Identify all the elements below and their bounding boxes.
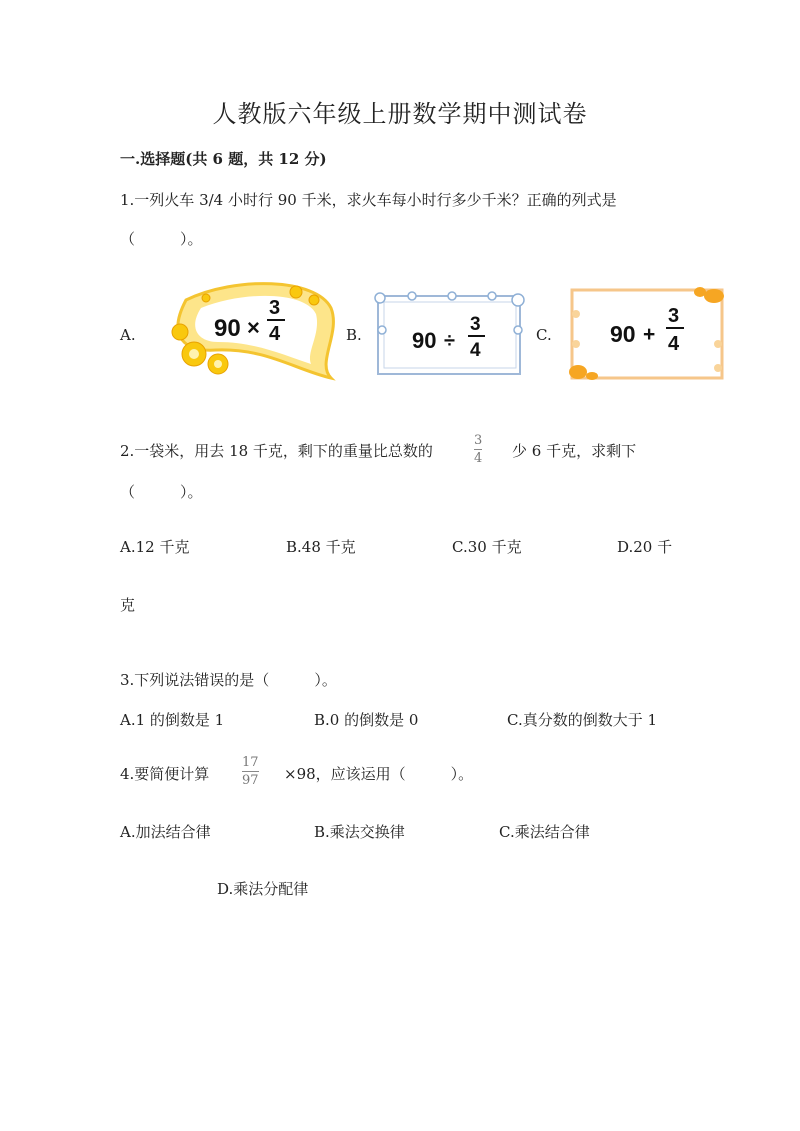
q1-b-op: ÷: [444, 330, 455, 352]
q1-a-fnum: 3: [269, 297, 281, 319]
q2-blank: （ ）。: [120, 483, 203, 501]
q2-option-d-wrap: 克: [120, 596, 136, 614]
q4-fraction: [242, 756, 259, 787]
section-heading: 一.选择题(共 6 题，共 12 分): [120, 150, 327, 168]
q1-c-num: 90: [610, 321, 636, 347]
q1-blank: （ ）。: [120, 230, 203, 248]
q1-stem: 1.一列火车 3/4 小时行 90 千米，求火车每小时行多少千米？正确的列式是: [120, 191, 617, 209]
q1-option-b-card[interactable]: [372, 290, 528, 382]
q2-option-b[interactable]: B.48 千克: [286, 538, 356, 556]
q3-stem: 3.下列说法错误的是（ ）。: [120, 671, 337, 689]
q1-option-a-label: A.: [120, 326, 136, 344]
q3-option-a[interactable]: A.1 的倒数是 1: [120, 711, 225, 729]
flower-frame-icon: [146, 278, 346, 382]
q4-option-d[interactable]: D.乘法分配律: [217, 880, 309, 898]
q4-stem-a: 4.要简便计算: [120, 765, 210, 783]
q2-stem-a: 2.一袋米，用去 18 千克，剩下的重量比总数的: [120, 442, 433, 460]
q2-fraction: [474, 434, 482, 465]
q1-a-op: ×: [247, 315, 260, 340]
q2-option-a[interactable]: A.12 千克: [120, 538, 190, 556]
q1-a-fden: 4: [269, 323, 281, 345]
q1-option-c-label: C.: [536, 326, 552, 344]
q1-c-fden: 4: [668, 333, 680, 355]
q1-b-fnum: 3: [470, 314, 481, 335]
q1-a-num: 90: [214, 315, 241, 342]
q4-option-b[interactable]: B.乘法交换律: [314, 823, 405, 841]
q1-c-fnum: 3: [668, 305, 680, 327]
q1-option-b-label: B.: [346, 326, 362, 344]
q3-option-b[interactable]: B.0 的倒数是 0: [314, 711, 419, 729]
q4-stem-b: ×98，应该运用（ ）。: [284, 765, 474, 783]
q4-frac-num: 17: [242, 755, 259, 770]
q2-stem-b: 少 6 千克，求剩下: [512, 442, 637, 460]
page-title: 人教版六年级上册数学期中测试卷: [212, 100, 588, 128]
q1-b-fden: 4: [470, 340, 481, 361]
q1-option-c-card[interactable]: [566, 284, 728, 384]
q4-frac-den: 97: [242, 773, 259, 788]
autumn-frame-icon: [566, 284, 728, 384]
q2-option-c[interactable]: C.30 千克: [452, 538, 522, 556]
q3-option-c[interactable]: C.真分数的倒数大于 1: [507, 711, 658, 729]
q4-option-c[interactable]: C.乘法结合律: [499, 823, 590, 841]
q1-option-a-card[interactable]: [146, 278, 346, 382]
q2-frac-den: 4: [474, 451, 483, 466]
q4-option-a[interactable]: A.加法结合律: [120, 823, 211, 841]
bubble-frame-icon: [372, 290, 528, 382]
q1-c-op: +: [643, 323, 656, 346]
q2-frac-num: 3: [474, 433, 483, 448]
q1-b-num: 90: [412, 328, 437, 353]
q2-option-d[interactable]: D.20 千: [617, 538, 673, 556]
